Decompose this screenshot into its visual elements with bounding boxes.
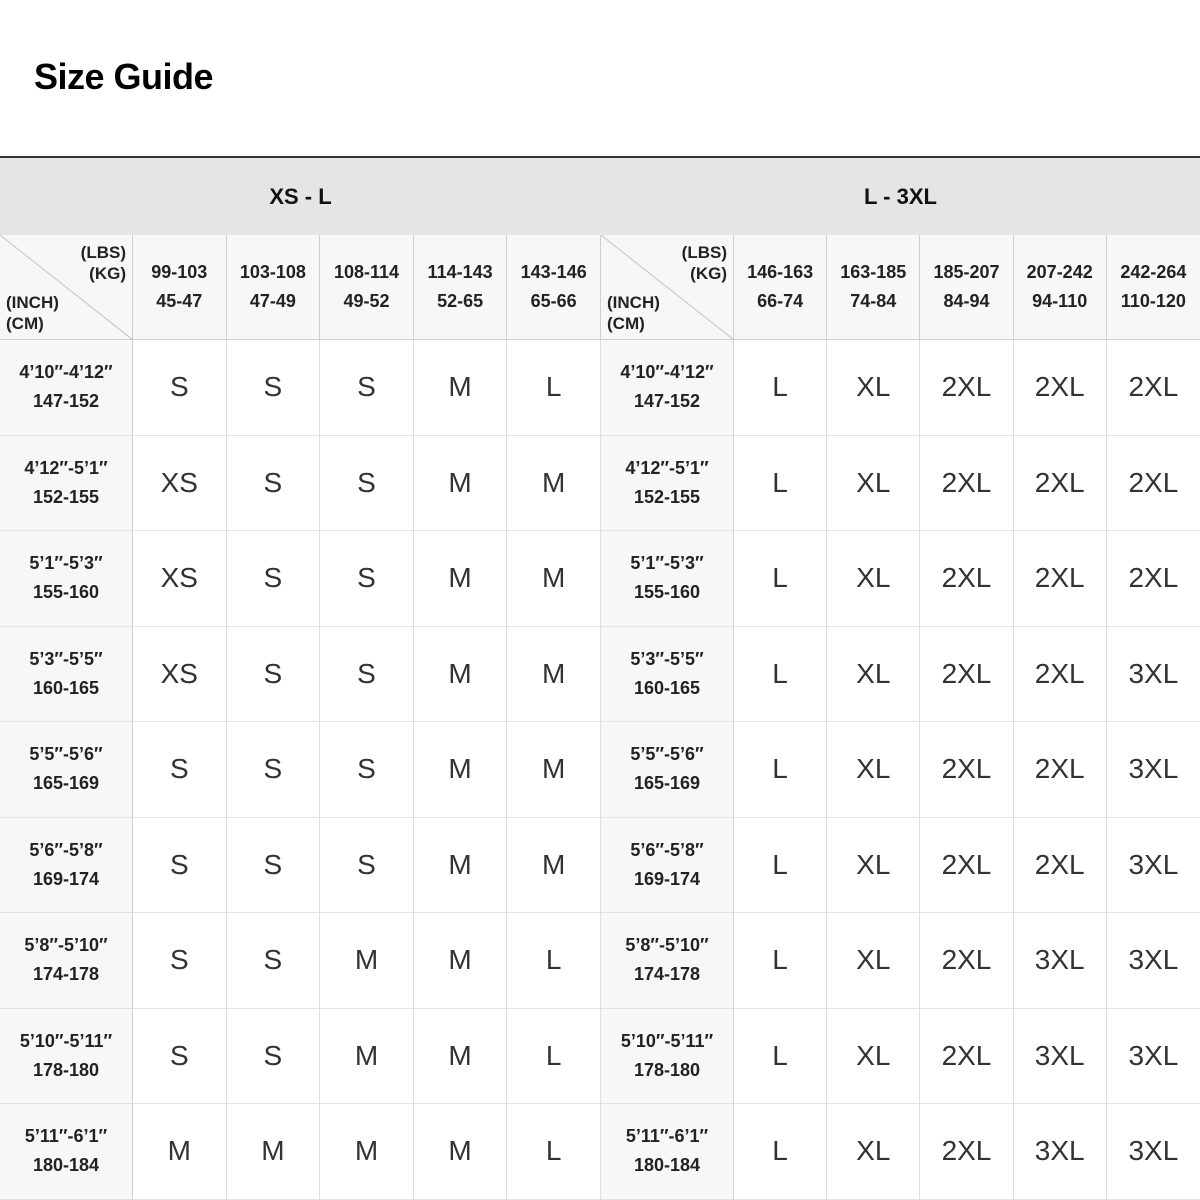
size-cell: M	[414, 913, 508, 1009]
height-cm: 155-160	[32, 582, 100, 603]
height-inch: 5’10″-5’11″	[620, 1030, 714, 1051]
size-cell: XL	[827, 913, 920, 1009]
size-cell: M	[507, 627, 601, 723]
size-cell: 2XL	[1014, 627, 1107, 723]
size-cell: S	[320, 531, 414, 627]
height-cm: 180-184	[633, 1155, 701, 1176]
size-cell: S	[133, 818, 227, 914]
size-cell: L	[734, 340, 827, 436]
height-row-header	[601, 1104, 734, 1200]
weight-kg-unit: (KG)	[89, 264, 126, 283]
size-cell: 3XL	[1014, 1104, 1107, 1200]
height-cm: 174-178	[32, 964, 100, 985]
height-inch: 5’5″-5’6″	[29, 744, 103, 765]
height-row-header	[601, 531, 734, 627]
height-inch: 5’3″-5’5″	[29, 648, 103, 669]
weight-column-header	[827, 235, 920, 340]
height-cm: 155-160	[633, 582, 701, 603]
size-cell: 3XL	[1107, 1104, 1200, 1200]
height-cm: 165-169	[633, 773, 701, 794]
corner-header	[601, 235, 734, 340]
weight-lbs: 163-185	[840, 262, 907, 282]
size-cell: 3XL	[1107, 913, 1200, 1009]
height-cm: 174-178	[633, 964, 701, 985]
size-cell: L	[507, 1104, 601, 1200]
weight-column-header	[1014, 235, 1107, 340]
height-row-header	[0, 1104, 133, 1200]
height-row-header	[601, 627, 734, 723]
height-inch: 4’12″-5’1″	[24, 457, 108, 478]
size-cell: XL	[827, 1009, 920, 1105]
height-row-header	[0, 531, 133, 627]
height-cm-unit: (CM)	[6, 314, 44, 333]
weight-column-header	[920, 235, 1013, 340]
weight-column-header	[227, 235, 321, 340]
weight-kg: 66-74	[757, 291, 804, 311]
size-cell: XS	[133, 531, 227, 627]
size-cell: L	[734, 818, 827, 914]
weight-lbs: 114-143	[427, 262, 493, 282]
size-cell: M	[507, 436, 601, 532]
size-cell: 3XL	[1014, 913, 1107, 1009]
size-cell: XL	[827, 722, 920, 818]
height-cm: 178-180	[32, 1059, 100, 1080]
size-cell: 2XL	[1107, 340, 1200, 436]
size-cell: L	[734, 722, 827, 818]
height-inch: 5’8″-5’10″	[24, 935, 108, 956]
size-cell: M	[414, 1104, 508, 1200]
height-inch: 5’3″-5’5″	[630, 648, 704, 669]
weight-kg: 45-47	[156, 291, 203, 311]
height-inch: 4’10″-4’12″	[620, 362, 714, 383]
size-cell: XS	[133, 436, 227, 532]
height-row-header	[0, 818, 133, 914]
weight-kg: 65-66	[530, 291, 577, 311]
weight-kg: 110-120	[1120, 291, 1186, 311]
size-cell: 2XL	[1014, 340, 1107, 436]
height-inch-unit: (INCH)	[6, 293, 59, 312]
size-cell: M	[320, 1009, 414, 1105]
size-cell: S	[320, 818, 414, 914]
height-row-header	[0, 913, 133, 1009]
height-row-header	[601, 340, 734, 436]
size-cell: M	[414, 1009, 508, 1105]
size-cell: M	[320, 913, 414, 1009]
size-cell: 2XL	[920, 627, 1013, 723]
size-cell: XL	[827, 818, 920, 914]
height-row-header	[0, 627, 133, 723]
size-cell: L	[507, 1009, 601, 1105]
weight-lbs: 146-163	[747, 262, 814, 282]
weight-column-header	[734, 235, 827, 340]
height-inch: 5’6″-5’8″	[29, 839, 103, 860]
height-inch: 5’6″-5’8″	[630, 839, 704, 860]
height-cm: 178-180	[633, 1059, 701, 1080]
height-row-header	[0, 1009, 133, 1105]
weight-lbs: 242-264	[1120, 262, 1187, 282]
group-label: XS - L	[269, 184, 332, 209]
size-cell: S	[320, 722, 414, 818]
size-cell: S	[227, 627, 321, 723]
height-inch: 5’8″-5’10″	[625, 935, 709, 956]
weight-column-header	[414, 235, 508, 340]
weight-kg: 49-52	[343, 291, 390, 311]
weight-lbs: 103-108	[239, 262, 306, 282]
size-cell: 2XL	[1107, 436, 1200, 532]
size-cell: 3XL	[1107, 818, 1200, 914]
size-cell: M	[320, 1104, 414, 1200]
weight-lbs-unit: (LBS)	[80, 243, 126, 262]
size-cell: 2XL	[1107, 531, 1200, 627]
group-label: L - 3XL	[864, 184, 937, 209]
height-cm: 152-155	[32, 486, 100, 507]
size-cell: M	[507, 722, 601, 818]
weight-kg: 47-49	[249, 291, 296, 311]
height-row-header	[601, 1009, 734, 1105]
height-cm: 169-174	[633, 868, 701, 889]
size-cell: 3XL	[1107, 1009, 1200, 1105]
weight-lbs-unit: (LBS)	[681, 243, 727, 262]
height-inch: 5’1″-5’3″	[630, 553, 704, 574]
size-cell: M	[507, 531, 601, 627]
weight-column-header	[1107, 235, 1200, 340]
weight-kg: 52-65	[437, 291, 484, 311]
size-cell: 2XL	[1014, 818, 1107, 914]
weight-column-header	[133, 235, 227, 340]
size-cell: XL	[827, 436, 920, 532]
page-title: Size Guide	[34, 56, 214, 97]
size-cell: L	[734, 436, 827, 532]
height-row-header	[0, 436, 133, 532]
corner-header	[0, 235, 133, 340]
weight-lbs: 108-114	[333, 262, 400, 282]
size-cell: L	[734, 1009, 827, 1105]
size-cell: 2XL	[1014, 722, 1107, 818]
size-cell: 2XL	[920, 340, 1013, 436]
size-cell: S	[227, 531, 321, 627]
size-cell: XL	[827, 531, 920, 627]
size-cell: S	[227, 913, 321, 1009]
height-row-header	[0, 340, 133, 436]
size-cell: L	[507, 340, 601, 436]
size-cell: L	[734, 531, 827, 627]
size-cell: 2XL	[1014, 436, 1107, 532]
size-cell: XL	[827, 1104, 920, 1200]
height-inch-unit: (INCH)	[607, 293, 660, 312]
size-cell: S	[133, 722, 227, 818]
weight-column-header	[320, 235, 414, 340]
height-cm: 160-165	[32, 677, 100, 698]
size-cell: 3XL	[1107, 722, 1200, 818]
height-row-header	[0, 722, 133, 818]
size-cell: L	[734, 913, 827, 1009]
size-cell: M	[227, 1104, 321, 1200]
size-cell: M	[414, 722, 508, 818]
size-cell: M	[133, 1104, 227, 1200]
size-cell: S	[133, 1009, 227, 1105]
size-cell: M	[414, 436, 508, 532]
height-inch: 5’11″-6’1″	[24, 1126, 108, 1147]
size-cell: S	[227, 436, 321, 532]
size-cell: 2XL	[920, 1009, 1013, 1105]
size-cell: M	[414, 340, 508, 436]
size-cell: XL	[827, 627, 920, 723]
height-row-header	[601, 913, 734, 1009]
height-cm: 152-155	[633, 486, 701, 507]
size-cell: S	[320, 340, 414, 436]
size-cell: S	[227, 1009, 321, 1105]
weight-lbs: 185-207	[933, 262, 1000, 282]
size-cell: XS	[133, 627, 227, 723]
size-cell: 2XL	[920, 913, 1013, 1009]
height-cm: 147-152	[32, 391, 100, 412]
height-cm: 180-184	[32, 1155, 100, 1176]
height-inch: 5’10″-5’11″	[19, 1030, 113, 1051]
height-cm-unit: (CM)	[607, 314, 645, 333]
weight-kg: 74-84	[850, 291, 897, 311]
weight-lbs: 99-103	[151, 262, 208, 282]
size-cell: S	[320, 436, 414, 532]
size-cell: L	[734, 1104, 827, 1200]
weight-lbs: 207-242	[1026, 262, 1093, 282]
height-inch: 5’11″-6’1″	[625, 1126, 709, 1147]
weight-kg-unit: (KG)	[690, 264, 727, 283]
size-cell: XL	[827, 340, 920, 436]
height-inch: 4’12″-5’1″	[625, 457, 709, 478]
size-cell: 2XL	[920, 436, 1013, 532]
height-cm: 160-165	[633, 677, 701, 698]
size-cell: 2XL	[920, 1104, 1013, 1200]
size-cell: S	[133, 340, 227, 436]
height-inch: 5’5″-5’6″	[630, 744, 704, 765]
height-cm: 169-174	[32, 868, 100, 889]
size-cell: M	[507, 818, 601, 914]
size-cell: 2XL	[920, 818, 1013, 914]
weight-lbs: 143-146	[520, 262, 587, 282]
size-cell: M	[414, 531, 508, 627]
size-cell: M	[414, 627, 508, 723]
weight-column-header	[507, 235, 601, 340]
size-cell: S	[133, 913, 227, 1009]
size-cell: 3XL	[1014, 1009, 1107, 1105]
size-cell: S	[227, 722, 321, 818]
height-inch: 5’1″-5’3″	[29, 553, 103, 574]
height-cm: 147-152	[633, 391, 701, 412]
size-cell: 2XL	[920, 722, 1013, 818]
weight-kg: 94-110	[1032, 291, 1088, 311]
height-inch: 4’10″-4’12″	[19, 362, 113, 383]
height-row-header	[601, 436, 734, 532]
weight-kg: 84-94	[943, 291, 990, 311]
size-cell: S	[320, 627, 414, 723]
size-cell: 3XL	[1107, 627, 1200, 723]
size-cell: S	[227, 340, 321, 436]
size-cell: S	[227, 818, 321, 914]
size-cell: 2XL	[1014, 531, 1107, 627]
size-cell: L	[507, 913, 601, 1009]
height-row-header	[601, 722, 734, 818]
size-cell: M	[414, 818, 508, 914]
height-cm: 165-169	[32, 773, 100, 794]
size-cell: 2XL	[920, 531, 1013, 627]
height-row-header	[601, 818, 734, 914]
size-cell: L	[734, 627, 827, 723]
